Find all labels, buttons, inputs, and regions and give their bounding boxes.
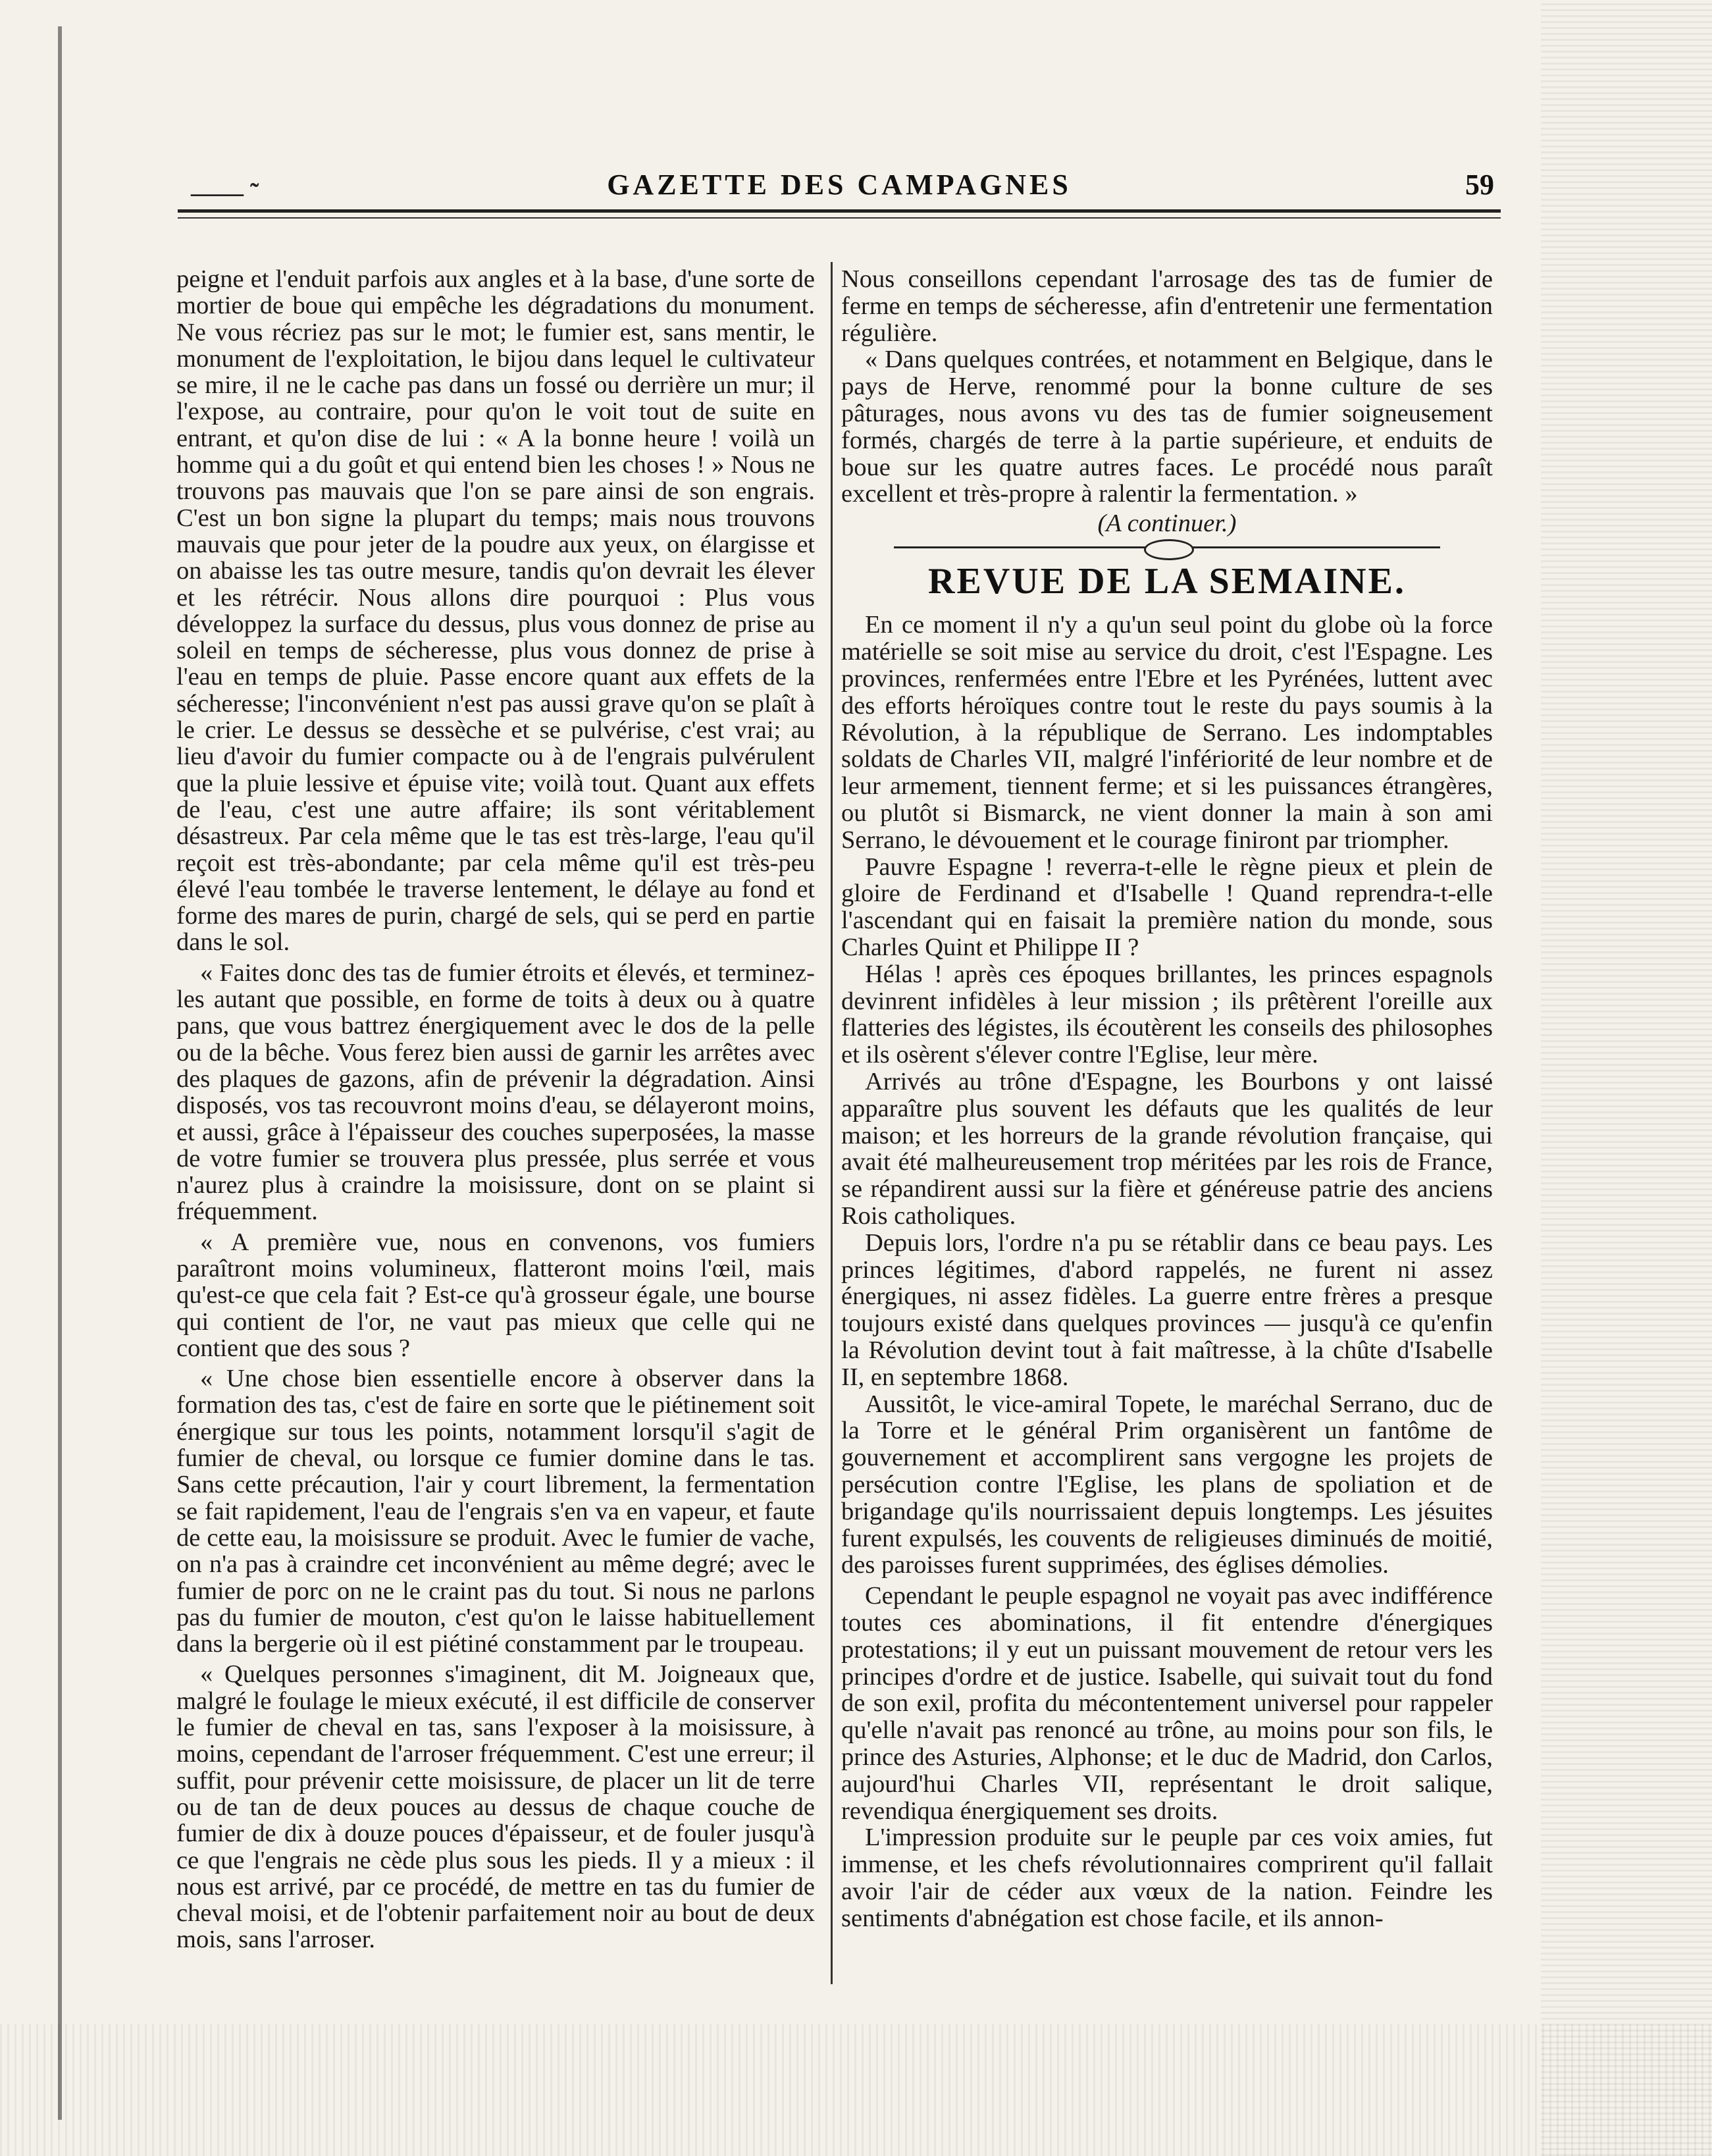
page-number: 59 — [1465, 169, 1494, 201]
scan-edge-shadow — [58, 26, 62, 2120]
left-column — [176, 266, 815, 1953]
paragraph: Arrivés au trône d'Espagne, les Bourbons y ont laissé apparaître plus souvent les défauts que les qualités de leur maison; et les horreurs de la grande révolution française, qui avait été malheureusement trop méritées par les rois de France, se répandirent aussi sur la fière et généreuse patrie des anciens Rois catholiques. — [841, 1068, 1493, 1230]
paragraph: « Faites donc des tas de fumier étroits et élevés, et terminez-les autant que possible, en forme de toits à deux ou à quatre pans, que vous battrez énergiquement avec le dos de la pelle ou de la bêche. Vous ferez bien aussi de garnir les arrêtes avec des plaques de gazons, afin de prévenir la dégradation. Ainsi disposés, vos tas recouvront moins d'eau, se délayeront moins, et aussi, grâce à l'épaisseur des couches superposées, la masse de votre fumier se trouvera plus pressée, plus serrée et vous n'aurez plus à craindre la moisissure, dont on se plaint si fréquemment. — [176, 959, 815, 1226]
paragraph: Aussitôt, le vice-amiral Topete, le maréchal Serrano, duc de la Torre et le général Prim organisèrent un fantôme de gouvernement et accomplirent sans vergogne les projets de persécution contre l'Eglise, les plans de spoliation et de brigandage qu'ils nourrissaient depuis longtemps. Les jésuites furent expulsés, les couvents de religieuses diminués de moitié, des paroisses furent supprimées, des églises démolies. — [841, 1390, 1493, 1579]
right-column — [841, 266, 1493, 1932]
header-rule-thin — [178, 217, 1501, 219]
to-be-continued: (A continuer.) — [1097, 510, 1237, 538]
paragraph: Nous conseillons cependant l'arrosage des tas de fumier de ferme en temps de sécheresse, afin d'entretenir une fermentation régulière. — [841, 265, 1493, 347]
scan-noise-bottom — [0, 2024, 1712, 2156]
paragraph: Depuis lors, l'ordre n'a pu se rétablir dans ce beau pays. Les princes légitimes, d'abord rappelés, ne furent ni assez énergiques, ni assez fidèles. La guerre entre frères a presque toujours existé dans quelques provinces — jusqu'à ce qu'enfin la Révolution devint tout à fait maîtresse, à la chûte d'Isabelle II, en septembre 1868. — [841, 1228, 1493, 1391]
paragraph: Pauvre Espagne ! reverra-t-elle le règne pieux et plein de gloire de Ferdinand et d'Isabelle ! Quand reprendra-t-elle l'ascendant qui en faisait la première nation du monde, sous Charles Quint et Philippe II ? — [841, 853, 1493, 962]
paragraph: « Une chose bien essentielle encore à observer dans la formation des tas, c'est de faire en sorte que le piétinement soit énergique sur tous les points, notamment lorsqu'il s'agit de fumier de cheval, ou lorsque ce fumier domine dans le tas. Sans cette précaution, l'air y court librement, la fermentation se fait rapidement, l'eau de l'engrais s'en va en vapeur, et faute de cette eau, la moisissure se produit. Avec le fumier de vache, on n'a pas à craindre cet inconvénient au même degré; avec le fumier de porc on ne le craint pas du tout. Si nous ne parlons pas du fumier de mouton, c'est qu'on le laisse habituellement dans la bergerie où il est piétiné constamment par le troupeau. — [176, 1365, 815, 1658]
column-divider — [831, 262, 833, 1984]
ornamental-rule — [841, 539, 1493, 556]
header-left-mark: —— ˜ — [191, 178, 259, 207]
paragraph: « Dans quelques contrées, et notamment en Belgique, dans le pays de Herve, renommé pour la bonne culture de ses pâturages, nous avons vu des tas de fumier soigneusement formés, chargés de terre à la partie supérieure, et enduits de boue sur les quatre autres faces. Le procédé nous paraît excellent et très-propre à ralentir la fermentation. » — [841, 346, 1493, 508]
ornament-center — [1144, 539, 1194, 560]
paragraph: Cependant le peuple espagnol ne voyait pas avec indifférence toutes ces abominations, il fit entendre d'énergiques protestations; il y eut un puissant mouvement de retour vers les principes d'ordre et de justice. Isabelle, qui suivait tout du fond de son exil, profita du mécontentement universel pour rappeler qu'elle n'avait pas renoncé au trône, au moins pour son fils, le prince des Asturies, Alphonse; et le duc de Madrid, don Carlos, aujourd'hui Charles VII, représentant le droit salique, revendiqua énergiquement ses droits. — [841, 1582, 1493, 1825]
paragraph: « A première vue, nous en convenons, vos fumiers paraîtront moins volumineux, flatteront moins l'œil, mais qu'est-ce que cela fait ? Est-ce qu'à grosseur égale, une bourse qui contient de l'or, ne vaut pas mieux que celle qui ne contient que des sous ? — [176, 1228, 815, 1362]
page-header — [184, 168, 1494, 207]
paragraph: Hélas ! après ces époques brillantes, les princes espagnols devinrent infidèles à leur mission ; ils prêtèrent l'oreille aux flatteries des légistes, ils écoutèrent les conseils des philosophes et ils osèrent s'élever contre l'Eglise, leur mère. — [841, 960, 1493, 1069]
paragraph: « Quelques personnes s'imaginent, dit M. Joigneaux que, malgré le foulage le mieux exécuté, il est difficile de conserver le fumier de cheval en tas, sans l'exposer à la moisissure, à moins, cependant de l'arroser fréquemment. C'est une erreur; il suffit, pour prévenir cette moisissure, de placer un lit de terre ou de tan de deux pouces au dessus de chaque couche de fumier de dix à douze pouces d'épaisseur, et de fouler jusqu'à ce que l'engrais ne cède plus sous les pieds. Il y a mieux : il nous est arrivé, par ce procédé, de mettre en tas du fumier de cheval moisi, et de l'obtenir parfaitement noir au bout de deux mois, sans l'arroser. — [176, 1660, 815, 1954]
newspaper-title: GAZETTE DES CAMPAGNES — [607, 169, 1072, 201]
paragraph: En ce moment il n'y a qu'un seul point du globe où la force matérielle se soit mise au service du droit, c'est l'Espagne. Les provinces, renfermées entre l'Ebre et les Pyrénées, luttent avec des efforts héroïques contre tout le reste du pays soumis à la Révolution, à la république de Serrano. Les indomptables soldats de Charles VII, malgré l'infériorité de leur nombre et de leur armement, tiennent ferme; et si les puissances étrangères, ou plutôt si Bismarck, ne vient donner la main à son ami Serrano, le dévouement et le courage finiront par triompher. — [841, 611, 1493, 854]
section-title: REVUE DE LA SEMAINE. — [928, 561, 1406, 602]
paragraph: L'impression produite sur le peuple par ces voix amies, fut immense, et les chefs révolutionnaires comprirent qu'il fallait avoir l'air de céder aux vœux de la nation. Feindre les sentiments d'abnégation est chose facile, et ils annon- — [841, 1824, 1493, 1932]
header-rule-thick — [178, 209, 1501, 213]
paragraph: peigne et l'enduit parfois aux angles et à la base, d'une sorte de mortier de boue qui empêche les dégradations du monument. Ne vous récriez pas sur le mot; le fumier est, sans mentir, le monument de l'exploitation, le bijou dans lequel le cultivateur se mire, il ne le cache pas dans un fossé ou derrière un mur; il l'expose, au contraire, pour qu'on le voit tout de suite en entrant, et qu'on dise de lui : « A la bonne heure ! voilà un homme qui a du goût et qui entend bien les choses ! » Nous ne trouvons pas mauvais que l'on se pare ainsi de son engrais. C'est un bon signe la plupart du temps; mais nous trouvons mauvais que pour jeter de la poudre aux yeux, on élargisse et on abaisse les tas outre mesure, tandis qu'on devrait les élever et les rétrécir. Nous allons dire pourquoi : Plus vous développez la surface du dessus, plus vous donnez de prise au soleil en temps de sécheresse, plus vous donnez de prise à l'eau en temps de pluie. Passe encore quant aux effets de la sécheresse; l'inconvénient n'est pas aussi grave qu'on se plaît à le crier. Le dessus se dessèche et se pulvérise, c'est vrai; au lieu d'avoir du fumier compacte ou à de l'engrais pulvérulent que la pluie lessive et épuise vite; voilà tout. Quant aux effets de l'eau, c'est une autre affaire; ils sont véritablement désastreux. Par cela même que le tas est très-large, l'eau qu'il reçoit est très-abondante; par cela même qu'il est très-peu élevé l'eau tombée le traverse lentement, le délaye au fond et forme des mares de purin, chargé de sels, qui se perd en partie dans le sol. — [176, 265, 815, 957]
scan-noise-right — [1541, 0, 1712, 2156]
